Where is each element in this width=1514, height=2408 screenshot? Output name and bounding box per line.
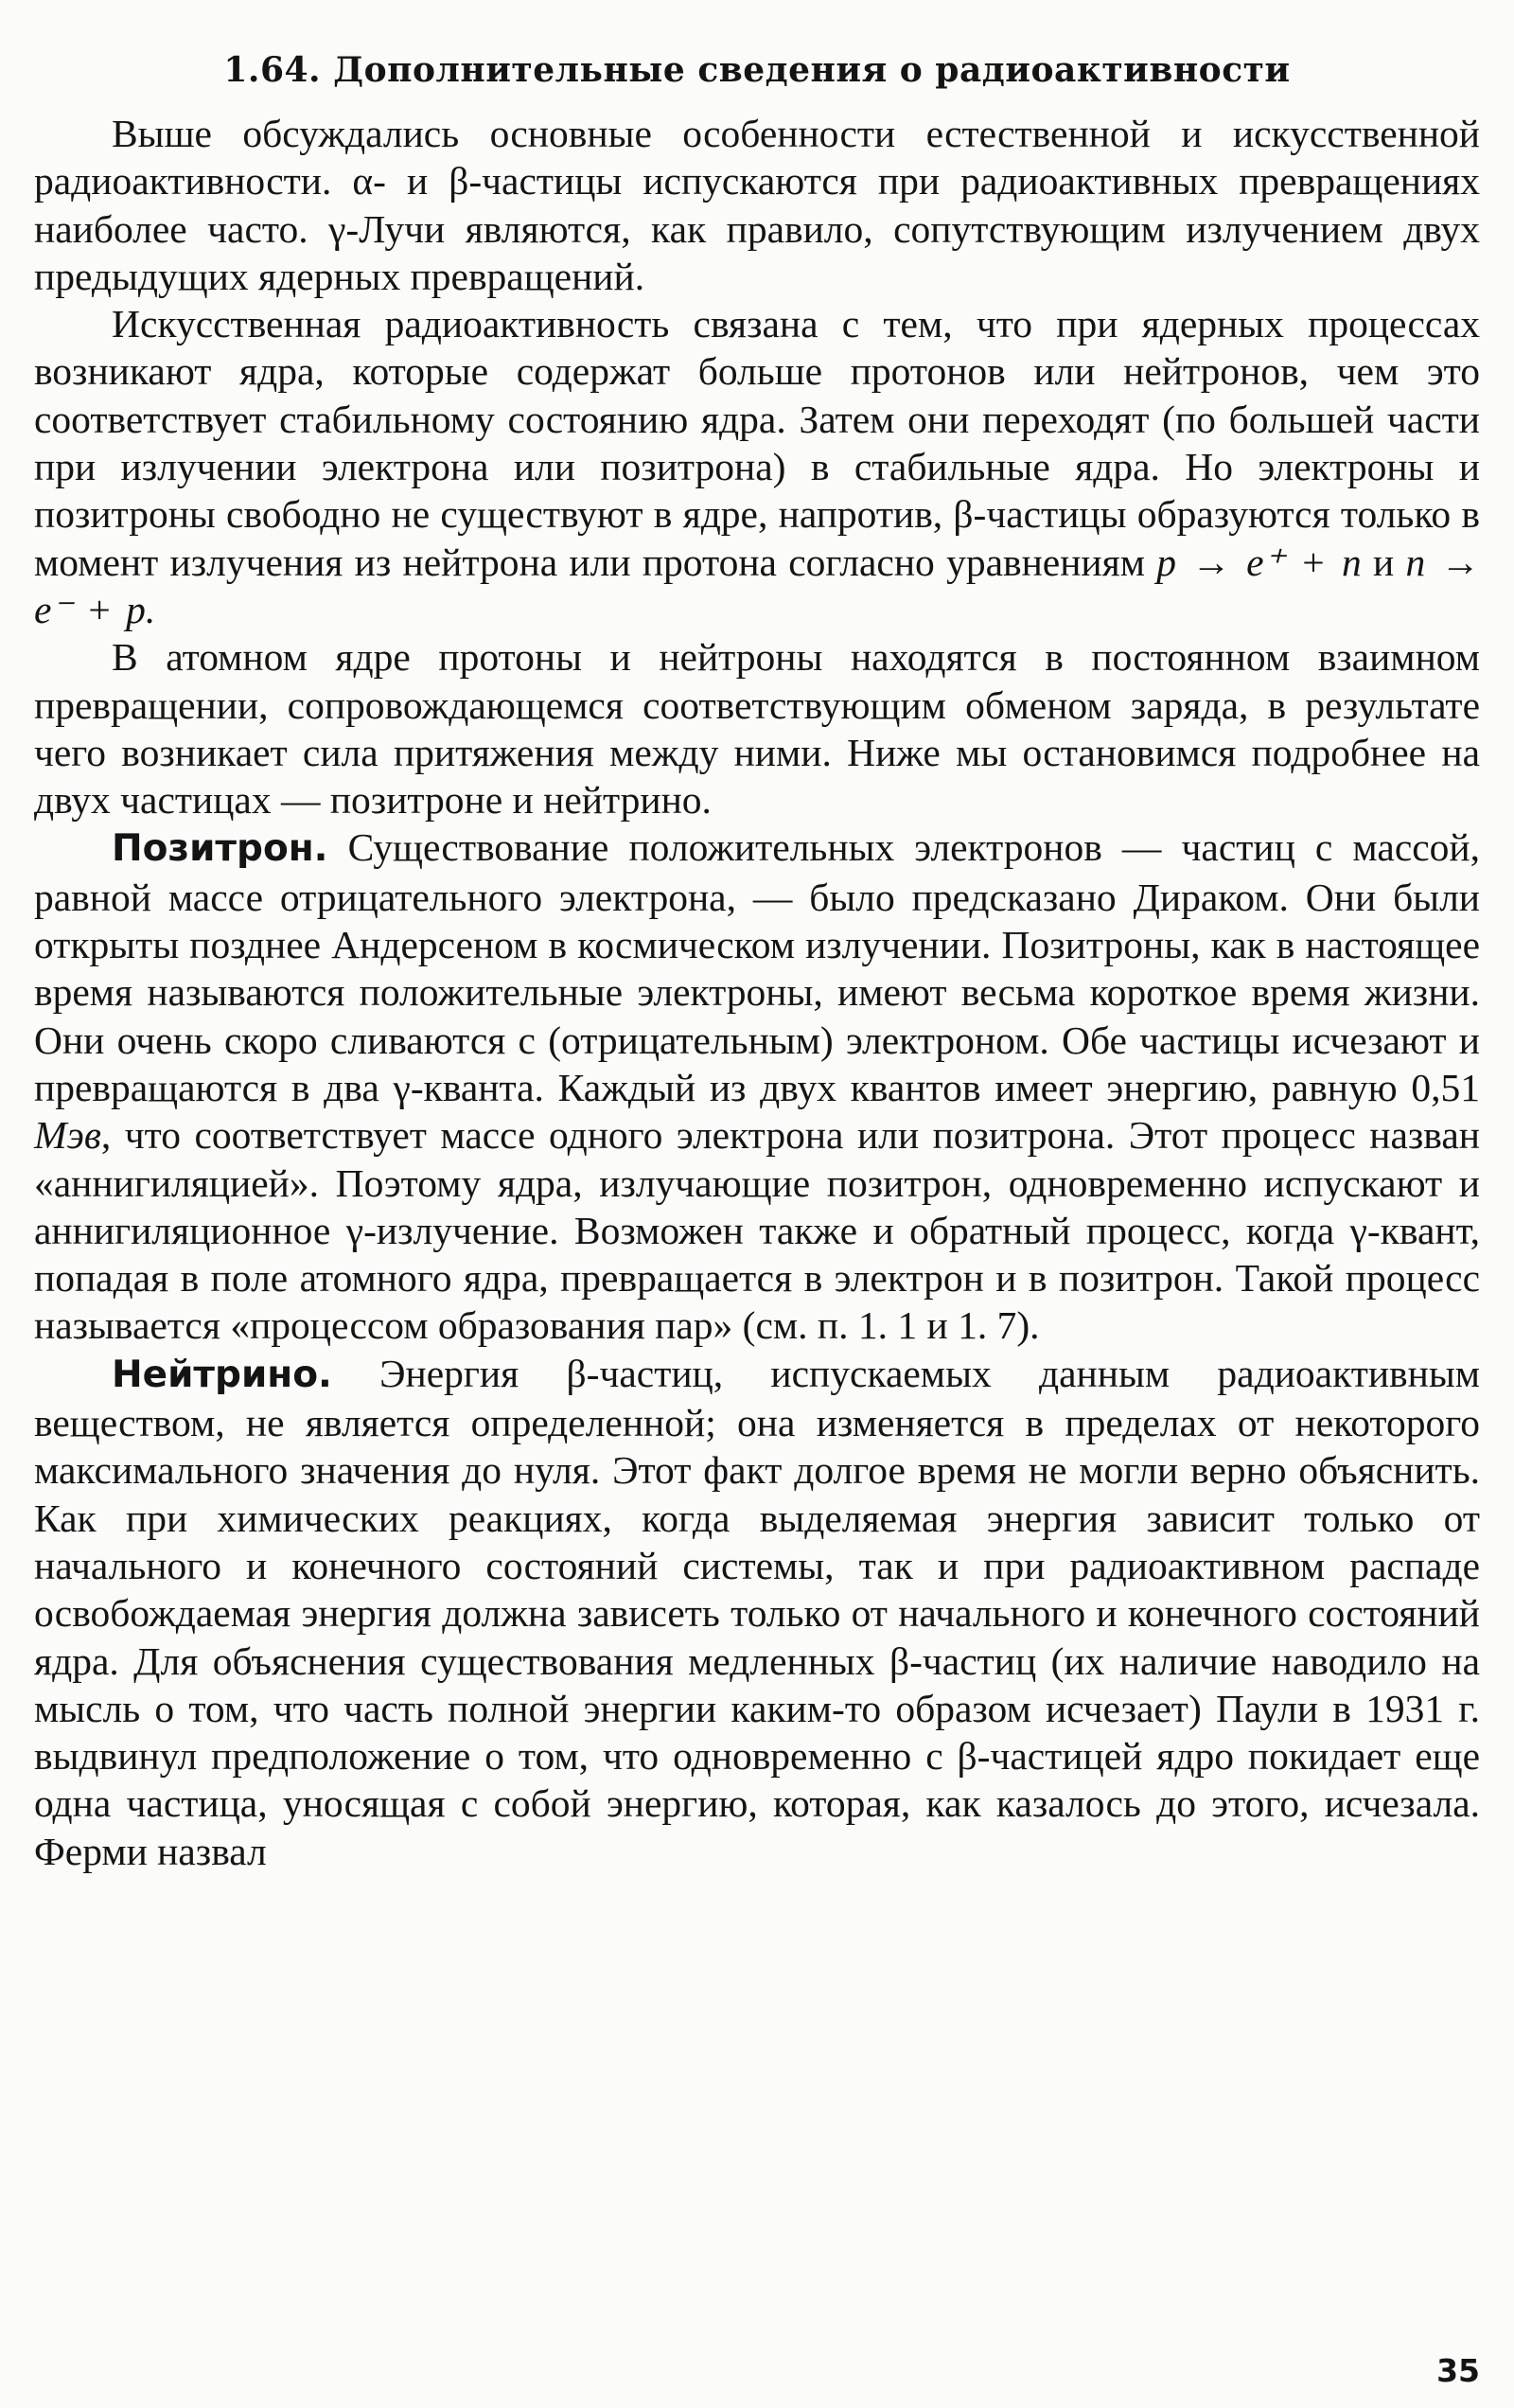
paragraph-nucleon-exchange	[34, 633, 1480, 823]
paragraph-nucleon-exchange-text: В атомном ядре протоны и нейтроны находятся в постоянном взаимном превращении, сопровождающемся соответствующим обменом заряда, в результате чего возникает сила притяжения между ними. Ниже мы остановимся подробнее на двух частицах — позитроне и нейтрино.	[34, 635, 1480, 823]
paragraph-intro	[34, 110, 1480, 300]
paragraph-artificial-radioactivity-text: Искусственная радиоактивность связана с тем, что при ядерных процессах возникают ядра, которые содержат больше протонов или нейтронов, чем это соответствует стабильному состоянию ядра. Затем они переходят (по большей части при излучении электрона или позитрона) в стабильные ядра. Но электроны и позитроны свободно не существуют в ядре, напротив, β-частицы образуются только в момент излучения из нейтрона или протона согласно уравнениям	[34, 302, 1480, 584]
page-number: 35	[1436, 2352, 1480, 2389]
paragraph-positron-text-2: , что соответствует массе одного электрона или позитрона. Этот процесс назван «аннигиляцией». Поэтому ядра, излучающие позитрон, одновременно испускают и аннигиляционное γ-излучение. Возможен также и обратный процесс, когда γ-квант, попадая в поле атомного ядра, превращается в электрон и в позитрон. Такой процесс называется «процессом образования пар» (см. п. 1. 1 и 1. 7).	[34, 1113, 1480, 1348]
formula-neutron-decay: n → e⁻ + p.	[34, 540, 1481, 631]
body-text	[34, 110, 1480, 1875]
energy-unit: Мэв	[34, 1113, 101, 1158]
formula-conjunction: и	[1373, 540, 1395, 584]
paragraph-intro-text: Выше обсуждались основные особенности естественной и искусственной радиоактивности. α- и β-частицы испускаются при радиоактивных превращениях наиболее часто. γ-Лучи являются, как правило, сопутствующим излучением двух предыдущих ядерных превращений.	[34, 112, 1480, 298]
paragraph-positron-text-1: Существование положительных электронов — частиц с массой, равной массе отрицательного электрона, — было предсказано Дираком. Они были открыты позднее Андерсеном в космическом излучении. Позитроны, как в настоящее время называются положительные электроны, имеют весьма короткое время жизни. Они очень скоро сливаются с (отрицательным) электроном. Обе частицы исчезают и превращаются в два γ-кванта. Каждый из двух квантов имеет энергию, равную 0,51	[34, 825, 1480, 1109]
paragraph-neutrino-text: Энергия β-частиц, испускаемых данным радиоактивным веществом, не является определенной; она изменяется в пределах от некоторого максимального значения до нуля. Этот факт долгое время не могли верно объяснить. Как при химических реакциях, когда выделяемая энергия зависит только от начального и конечного состояний системы, так и при радиоактивном распаде освобождаемая энергия должна зависеть только от начального и конечного состояний ядра. Для объяснения существования медленных β-частиц (их наличие наводило на мысль о том, что часть полной энергии каким-то образом исчезает) Паули в 1931 г. выдвинул предположение о том, что одновременно с β-частицей ядро покидает еще одна частица, уносящая с собой энергию, которая, как казалось до этого, исчезала. Ферми назвал	[34, 1351, 1480, 1873]
section-title: 1.64. Дополнительные сведения о радиоактивности	[223, 50, 1291, 91]
formula-proton-decay: p → e⁺ + n	[1156, 540, 1362, 584]
neutrino-heading: Нейтрино.	[112, 1353, 332, 1396]
paragraph-artificial-radioactivity	[34, 300, 1480, 633]
paragraph-positron	[34, 823, 1480, 1349]
paragraph-neutrino	[34, 1350, 1480, 1875]
positron-heading: Позитрон.	[112, 827, 328, 871]
